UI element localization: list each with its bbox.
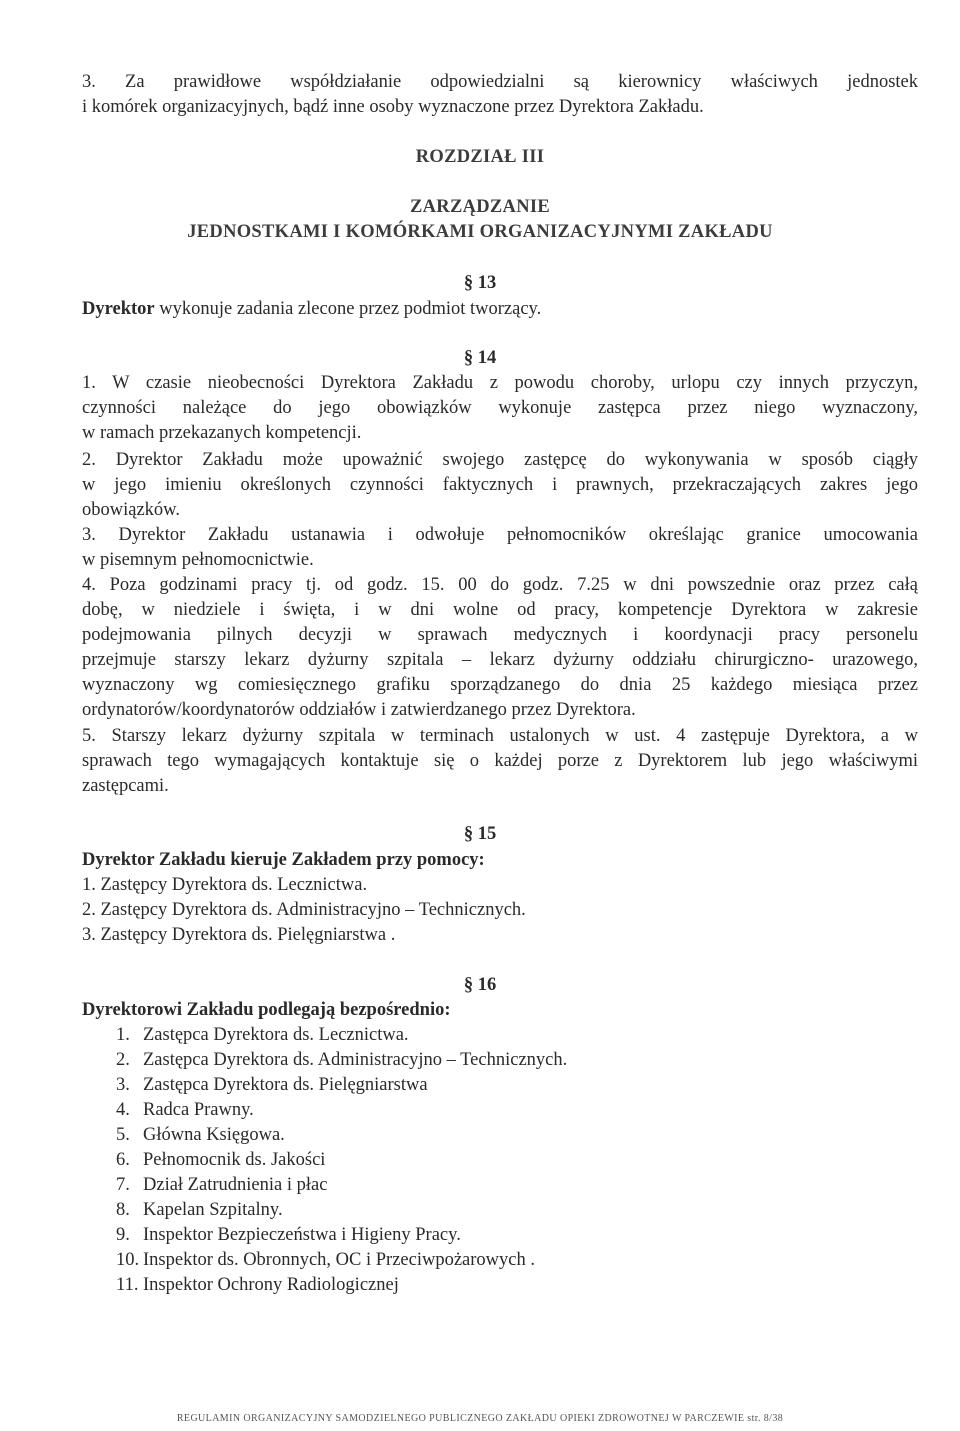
intro-line-2: i komórek organizacyjnych, bądź inne osoby wyznaczone przez Dyrektora Zakładu. xyxy=(82,97,704,117)
chapter-subtitle-2: JEDNOSTKAMI I KOMÓRKAMI ORGANIZACYJNYMI ZAKŁADU xyxy=(187,222,773,242)
list-item-text: Główna Księgowa. xyxy=(143,1125,285,1145)
list-item-text: Inspektor Ochrony Radiologicznej xyxy=(143,1275,399,1295)
section-15-item: 2. Zastępcy Dyrektora ds. Administracyjno – Technicznych. xyxy=(82,900,526,920)
list-item-number: 5. xyxy=(116,1125,130,1145)
list-item-number: 3. xyxy=(116,1075,130,1095)
list-item xyxy=(116,1048,567,1072)
list-item-text: Pełnomocnik ds. Jakości xyxy=(143,1150,326,1170)
section-14-line: 5. Starszy lekarz dyżurny szpitala w terminach ustalonych w ust. 4 zastępuje Dyrektora, a w xyxy=(82,726,918,746)
list-item-text: Zastępca Dyrektora ds. Pielęgniarstwa xyxy=(143,1075,428,1095)
section-14-sign: § 14 xyxy=(463,348,497,368)
list-item-text: Inspektor ds. Obronnych, OC i Przeciwpożarowych . xyxy=(143,1250,536,1270)
section-14-line: w pisemnym pełnomocnictwie. xyxy=(82,550,314,570)
list-item-number: 11. xyxy=(116,1275,139,1295)
list-item xyxy=(116,1198,283,1222)
section-14-line: w jego imieniu określonych czynności faktycznych i prawnych, przekraczających zakres jego xyxy=(82,475,918,495)
list-item xyxy=(116,1248,535,1272)
section-16-lead: Dyrektorowi Zakładu podlegają bezpośrednio: xyxy=(82,1000,451,1020)
section-15-item: 1. Zastępcy Dyrektora ds. Lecznictwa. xyxy=(82,875,368,895)
list-item-number: 10. xyxy=(116,1250,140,1270)
section-14-line: 1. W czasie nieobecności Dyrektora Zakładu z powodu choroby, urlopu czy innych przyczyn, xyxy=(82,373,918,393)
list-item xyxy=(116,1023,409,1047)
list-item-number: 4. xyxy=(116,1100,130,1120)
section-13-rest: wykonuje zadania zlecone przez podmiot tworzący. xyxy=(154,299,542,319)
page-footer: REGULAMIN ORGANIZACYJNY SAMODZIELNEGO PUBLICZNEGO ZAKŁADU OPIEKI ZDROWOTNEJ W PARCZEWIE str. 8/38 xyxy=(176,1413,784,1424)
section-14-line: 2. Dyrektor Zakładu może upoważnić swojego zastępcę do wykonywania w sposób ciągły xyxy=(82,450,918,470)
section-14-line: dobę, w niedziele i święta, i w dni wolne od pracy, kompetencje Dyrektora w zakresie xyxy=(82,600,918,620)
section-15-sign: § 15 xyxy=(463,824,497,844)
section-13-text xyxy=(82,297,541,321)
intro-line-1: 3. Za prawidłowe współdziałanie odpowiedzialni są kierownicy właściwych jednostek xyxy=(82,72,918,92)
section-14-line: wyznaczony wg comiesięcznego grafiku sporządzanego do dnia 25 każdego miesiąca przez xyxy=(82,675,918,695)
list-item-number: 6. xyxy=(116,1150,130,1170)
list-item-text: Zastępca Dyrektora ds. Lecznictwa. xyxy=(143,1025,409,1045)
section-14-line: czynności należące do jego obowiązków wykonuje zastępca przez niego wyznaczony, xyxy=(82,398,918,418)
section-14-line: przejmuje starszy lekarz dyżurny szpitala – lekarz dyżurny oddziału chirurgiczno- urazowego, xyxy=(82,650,918,670)
list-item xyxy=(116,1123,285,1147)
section-14-line: podejmowania pilnych decyzji w sprawach medycznych i koordynacji pracy personelu xyxy=(82,625,918,645)
section-15-lead: Dyrektor Zakładu kieruje Zakładem przy pomocy: xyxy=(82,850,485,870)
list-item-number: 9. xyxy=(116,1225,130,1245)
list-item xyxy=(116,1073,428,1097)
section-16-sign: § 16 xyxy=(463,975,497,995)
chapter-subtitle-1: ZARZĄDZANIE xyxy=(409,197,551,217)
section-14-line: 4. Poza godzinami pracy tj. od godz. 15. 00 do godz. 7.25 w dni powszednie oraz przez całą xyxy=(82,575,918,595)
list-item-text: Inspektor Bezpieczeństwa i Higieny Pracy. xyxy=(143,1225,461,1245)
list-item xyxy=(116,1223,461,1247)
chapter-title: ROZDZIAŁ III xyxy=(415,147,545,167)
list-item-number: 7. xyxy=(116,1175,130,1195)
list-item xyxy=(116,1098,254,1122)
list-item-number: 1. xyxy=(116,1025,130,1045)
section-13-sign: § 13 xyxy=(463,273,497,293)
section-14-line: sprawach tego wymagających kontaktuje się o każdej porze z Dyrektorem lub jego właściwymi xyxy=(82,751,918,771)
section-13-bold: Dyrektor xyxy=(82,299,155,319)
section-14-line: 3. Dyrektor Zakładu ustanawia i odwołuje pełnomocników określając granice umocowania xyxy=(82,525,918,545)
section-14-line: zastępcami. xyxy=(82,776,169,796)
list-item-text: Kapelan Szpitalny. xyxy=(143,1200,283,1220)
section-14-line: w ramach przekazanych kompetencji. xyxy=(82,423,362,443)
list-item-text: Radca Prawny. xyxy=(143,1100,254,1120)
list-item-text: Dział Zatrudnienia i płac xyxy=(143,1175,328,1195)
list-item xyxy=(116,1148,325,1172)
list-item xyxy=(116,1173,327,1197)
section-15-item: 3. Zastępcy Dyrektora ds. Pielęgniarstwa . xyxy=(82,925,396,945)
list-item xyxy=(116,1273,399,1297)
list-item-number: 2. xyxy=(116,1050,130,1070)
section-14-line: ordynatorów/koordynatorów oddziałów i zatwierdzanego przez Dyrektora. xyxy=(82,700,636,720)
section-14-line: obowiązków. xyxy=(82,500,180,520)
list-item-text: Zastępca Dyrektora ds. Administracyjno – Technicznych. xyxy=(143,1050,568,1070)
list-item-number: 8. xyxy=(116,1200,130,1220)
